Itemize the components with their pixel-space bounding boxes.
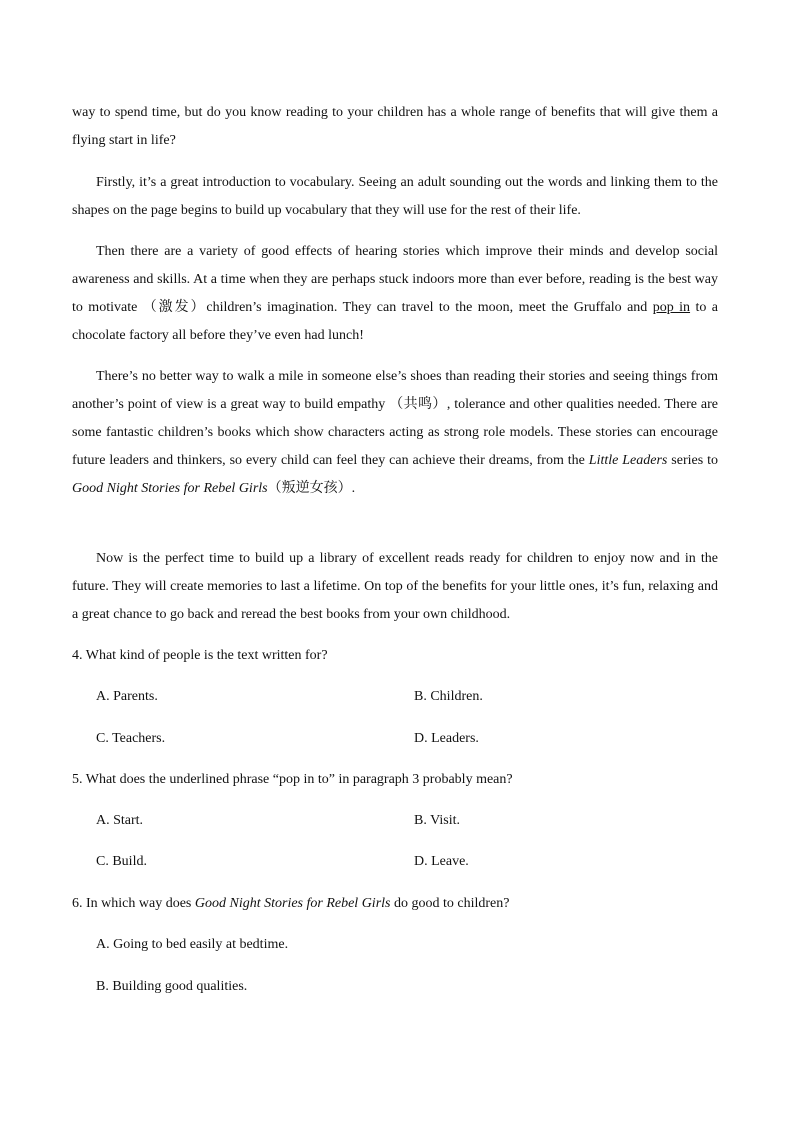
question-6-stem-a: 6. In which way does: [72, 896, 195, 911]
question-4-option-c[interactable]: C. Teachers.: [96, 731, 166, 746]
paragraph-4: Now is the perfect time to build up a library of excellent reads ready for children to enjoy now and in the future. They will create memories to last a lifetime. On top of the benefits for your little ones, it’s fun, relaxing and a great chance to go back and reread the best books from your own childhood.: [72, 551, 718, 622]
paragraph-3-text-c: （叛逆女孩）.: [267, 481, 356, 496]
paragraph-3-text-b: series to: [667, 453, 718, 468]
book-title: Good Night Stories for Rebel Girls: [72, 481, 268, 496]
question-4-stem: 4. What kind of people is the text written for?: [72, 648, 328, 663]
paragraph-3-text-a: There’s no better way to walk a mile in someone else’s shoes than reading their stories and seeing things from another’s point of view is a great way to build empathy （共鸣）, tolerance and other qualities needed. There are some fantastic children’s books which show characters acting as strong role models. These stories can encourage future leaders and thinkers, so every child can feel they can achieve their dreams, from the: [72, 369, 718, 468]
paragraph-2-text-a: Then there are a variety of good effects of hearing stories which improve their minds and develop social awareness and skills. At a time when they are perhaps stuck indoors more than ever before, reading is the best way to motivate （激发）children’s imagination. They can travel to the moon, meet the Gruffalo and: [72, 244, 718, 315]
question-4-option-d[interactable]: D. Leaders.: [414, 731, 479, 746]
question-5-option-b[interactable]: B. Visit.: [414, 813, 460, 828]
question-5-option-a[interactable]: A. Start.: [96, 813, 144, 828]
underlined-phrase: pop in: [652, 300, 691, 315]
question-6-book-title: Good Night Stories for Rebel Girls: [194, 896, 391, 911]
paragraph-2-text-b: to a chocolate factory all before they’ve even had lunch!: [72, 300, 718, 343]
question-6-stem: [72, 894, 509, 914]
question-6-option-a[interactable]: A. Going to bed easily at bedtime.: [96, 937, 289, 952]
question-4-option-a[interactable]: A. Parents.: [96, 689, 158, 704]
question-5-option-d[interactable]: D. Leave.: [414, 854, 469, 869]
paragraph-1: Firstly, it’s a great introduction to vocabulary. Seeing an adult sounding out the words and linking them to the shapes on the page begins to build up vocabulary that they will use for the rest of their life.: [72, 175, 718, 218]
paragraph-0: way to spend time, but do you know reading to your children has a whole range of benefits that will give them a flying start in life?: [72, 105, 718, 148]
paragraph-3: [72, 363, 718, 503]
question-5-stem: 5. What does the underlined phrase “pop in to” in paragraph 3 probably mean?: [72, 772, 513, 787]
paragraph-2: [72, 238, 718, 350]
series-title: Little Leaders: [588, 453, 668, 468]
question-4-option-b[interactable]: B. Children.: [414, 689, 483, 704]
question-6-stem-b: do good to children?: [390, 896, 510, 911]
question-5-option-c[interactable]: C. Build.: [96, 854, 147, 869]
question-6-option-b[interactable]: B. Building good qualities.: [96, 979, 248, 994]
